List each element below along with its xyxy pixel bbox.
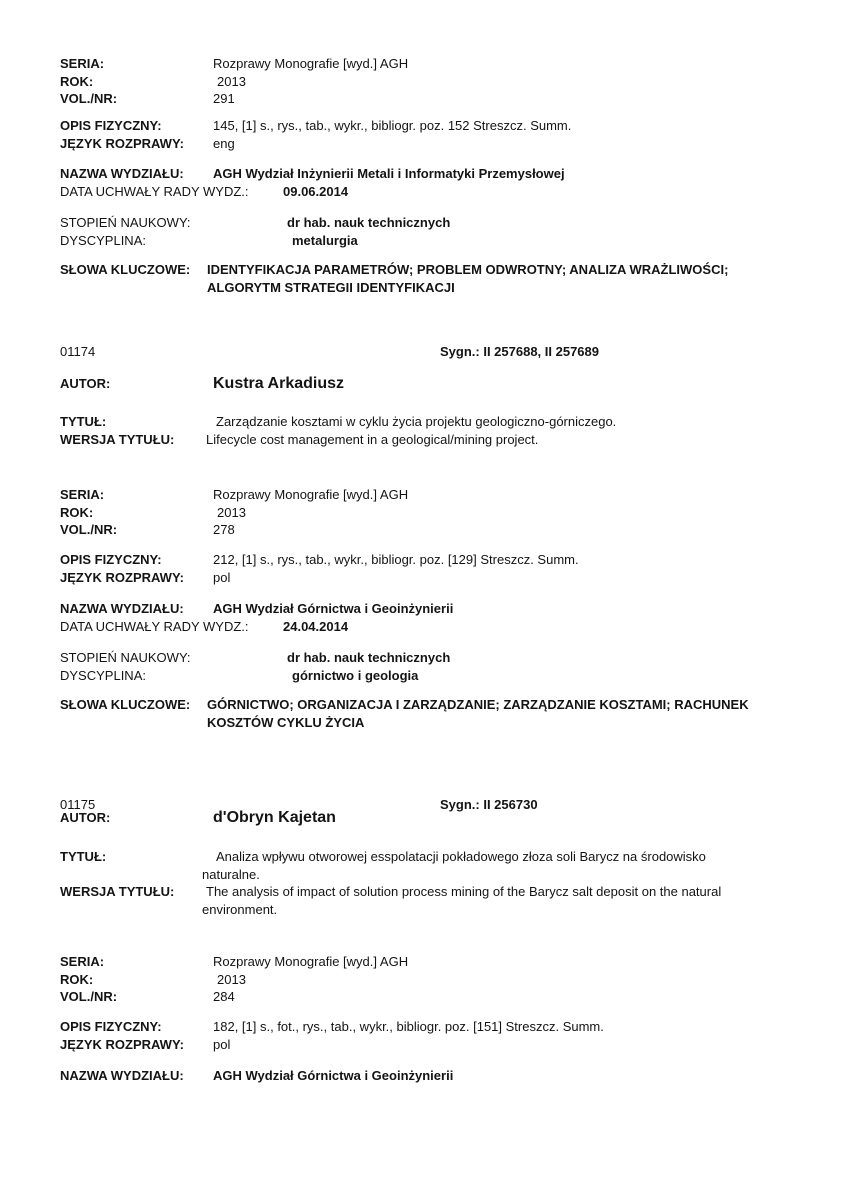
wersja-row — [60, 431, 810, 449]
tytul-value-line1: Analiza wpływu otworowej esspolatacji pokładowego złoza soli Barycz na środowisko — [216, 849, 706, 864]
data-uchwaly-label: DATA UCHWAŁY RADY WYDZ.: — [60, 183, 249, 199]
record-continuation-wydzial-block — [60, 165, 810, 200]
wersja-value: Lifecycle cost management in a geological/mining project. — [206, 431, 539, 447]
record-01174-id-row — [60, 343, 846, 361]
rok-value: 2013 — [217, 504, 246, 520]
tytul-value: Zarządzanie kosztami w cyklu życia projektu geologiczno-górniczego. — [216, 414, 617, 429]
slowa-value — [207, 696, 810, 731]
seria-value: Rozprawy Monografie [wyd.] AGH — [213, 487, 409, 502]
seria-row — [60, 486, 810, 504]
record-01174-seria-block — [60, 486, 810, 539]
record-01175-seria-block — [60, 953, 810, 1006]
dyscyplina-row — [60, 667, 810, 685]
rok-label: ROK: — [60, 504, 94, 520]
wersja-row — [60, 883, 810, 918]
autor-label: AUTOR: — [60, 810, 111, 825]
record-id: 01175 — [60, 796, 96, 812]
record-01174-stopien-block — [60, 649, 810, 684]
data-uchwaly-label: DATA UCHWAŁY RADY WYDZ.: — [60, 618, 249, 634]
jezyk-label: JĘZYK ROZPRAWY: — [60, 1036, 184, 1052]
slowa-value — [207, 261, 810, 296]
tytul-row — [60, 413, 810, 431]
stopien-label: STOPIEŃ NAUKOWY: — [60, 650, 191, 665]
tytul-row — [60, 848, 810, 883]
record-01175-autor-block — [60, 808, 810, 828]
dyscyplina-label: DYSCYPLINA: — [60, 232, 146, 248]
opis-label: OPIS FIZYCZNY: — [60, 552, 162, 567]
opis-value: 212, [1] s., rys., tab., wykr., bibliogr. poz. [129] Streszcz. Summ. — [213, 552, 579, 567]
record-01175-tytul-block — [60, 848, 810, 918]
dyscyplina-row — [60, 232, 810, 250]
dyscyplina-value: górnictwo i geologia — [292, 667, 419, 683]
wydzial-label: NAZWA WYDZIAŁU: — [60, 1068, 184, 1083]
dyscyplina-label: DYSCYPLINA: — [60, 667, 146, 683]
seria-row — [60, 953, 810, 971]
vol-label: VOL./NR: — [60, 522, 118, 537]
vol-row — [60, 521, 810, 539]
slowa-row — [60, 261, 810, 296]
jezyk-label: JĘZYK ROZPRAWY: — [60, 569, 184, 585]
vol-value: 284 — [213, 989, 235, 1004]
record-01174-tytul-block — [60, 413, 810, 448]
tytul-value — [202, 848, 810, 883]
record-continuation-seria-block — [60, 55, 810, 108]
record-01174-wydzial-block — [60, 600, 810, 635]
record-continuation-opis-block — [60, 117, 810, 152]
opis-row — [60, 117, 810, 135]
rok-row — [60, 971, 810, 989]
stopien-row — [60, 649, 810, 667]
record-sygn: Sygn.: II 256730 — [440, 796, 538, 812]
record-continuation-stopien-block — [60, 214, 810, 249]
record-continuation-slowa-block — [60, 261, 810, 296]
slowa-value-line1: GÓRNICTWO; ORGANIZACJA I ZARZĄDZANIE; ZARZĄDZANIE KOSZTAMI; RACHUNEK — [207, 697, 749, 712]
seria-label: SERIA: — [60, 954, 105, 969]
slowa-value-line1: IDENTYFIKACJA PARAMETRÓW; PROBLEM ODWROTNY; ANALIZA WRAŻLIWOŚCI; — [207, 262, 729, 277]
record-id: 01174 — [60, 344, 96, 359]
wersja-label: WERSJA TYTUŁU: — [60, 884, 175, 899]
jezyk-row — [60, 569, 810, 587]
vol-label: VOL./NR: — [60, 91, 118, 106]
vol-row — [60, 90, 810, 108]
opis-value: 145, [1] s., rys., tab., wykr., bibliogr. poz. 152 Streszcz. Summ. — [213, 118, 572, 133]
vol-value: 278 — [213, 522, 235, 537]
wydzial-value: AGH Wydział Górnictwa i Geoinżynierii — [213, 1068, 454, 1083]
slowa-label: SŁOWA KLUCZOWE: — [60, 697, 191, 712]
data-uchwaly-value: 24.04.2014 — [283, 618, 349, 634]
opis-label: OPIS FIZYCZNY: — [60, 118, 162, 133]
stopien-value: dr hab. nauk technicznych — [287, 215, 451, 230]
autor-row — [60, 808, 810, 828]
jezyk-value: pol — [213, 1036, 231, 1052]
wydzial-row — [60, 165, 810, 183]
autor-label: AUTOR: — [60, 376, 111, 391]
rok-label: ROK: — [60, 73, 94, 89]
jezyk-value: eng — [213, 135, 235, 151]
record-01174-slowa-block — [60, 696, 810, 731]
tytul-value-line2: naturalne. — [202, 866, 260, 882]
record-01174-autor-block — [60, 374, 810, 394]
wersja-value-line2: environment. — [202, 901, 278, 917]
autor-value: Kustra Arkadiusz — [213, 375, 344, 392]
stopien-value: dr hab. nauk technicznych — [287, 650, 451, 665]
wydzial-value: AGH Wydział Inżynierii Metali i Informatyki Przemysłowej — [213, 166, 565, 181]
wydzial-value: AGH Wydział Górnictwa i Geoinżynierii — [213, 601, 454, 616]
jezyk-row — [60, 135, 810, 153]
tytul-label: TYTUŁ: — [60, 849, 107, 864]
seria-value: Rozprawy Monografie [wyd.] AGH — [213, 56, 409, 71]
data-uchwaly-row — [60, 618, 810, 636]
dyscyplina-value: metalurgia — [292, 232, 358, 248]
tytul-label: TYTUŁ: — [60, 414, 107, 429]
data-uchwaly-row — [60, 183, 810, 201]
wydzial-row — [60, 1067, 810, 1085]
rok-value: 2013 — [217, 73, 246, 89]
slowa-value-line2: ALGORYTM STRATEGII IDENTYFIKACJI — [207, 279, 455, 295]
wydzial-label: NAZWA WYDZIAŁU: — [60, 166, 184, 181]
wydzial-label: NAZWA WYDZIAŁU: — [60, 601, 184, 616]
jezyk-value: pol — [213, 569, 231, 585]
wersja-value — [202, 883, 810, 918]
rok-row — [60, 504, 810, 522]
stopien-label: STOPIEŃ NAUKOWY: — [60, 215, 191, 230]
vol-value: 291 — [213, 91, 235, 106]
slowa-value-line2: KOSZTÓW CYKLU ŻYCIA — [207, 714, 365, 730]
rok-row — [60, 73, 810, 91]
opis-label: OPIS FIZYCZNY: — [60, 1019, 162, 1034]
rok-label: ROK: — [60, 971, 94, 987]
opis-row — [60, 551, 810, 569]
wersja-label: WERSJA TYTUŁU: — [60, 431, 175, 447]
seria-label: SERIA: — [60, 56, 105, 71]
vol-row — [60, 988, 810, 1006]
record-01175-opis-block — [60, 1018, 810, 1053]
record-sygn: Sygn.: II 257688, II 257689 — [440, 344, 599, 359]
vol-label: VOL./NR: — [60, 989, 118, 1004]
rok-value: 2013 — [217, 971, 246, 987]
wersja-value-line1: The analysis of impact of solution process mining of the Barycz salt deposit on the natural — [206, 884, 722, 899]
record-01174-opis-block — [60, 551, 810, 586]
opis-value: 182, [1] s., fot., rys., tab., wykr., bibliogr. poz. [151] Streszcz. Summ. — [213, 1019, 604, 1034]
jezyk-row — [60, 1036, 810, 1054]
jezyk-label: JĘZYK ROZPRAWY: — [60, 135, 184, 151]
seria-label: SERIA: — [60, 487, 105, 502]
seria-row — [60, 55, 810, 73]
slowa-row — [60, 696, 810, 731]
data-uchwaly-value: 09.06.2014 — [283, 183, 349, 199]
autor-row — [60, 374, 810, 394]
slowa-label: SŁOWA KLUCZOWE: — [60, 262, 191, 277]
stopien-row — [60, 214, 810, 232]
seria-value: Rozprawy Monografie [wyd.] AGH — [213, 954, 409, 969]
record-01175-wydzial-block — [60, 1067, 810, 1085]
autor-value: d'Obryn Kajetan — [213, 809, 336, 826]
opis-row — [60, 1018, 810, 1036]
wydzial-row — [60, 600, 810, 618]
